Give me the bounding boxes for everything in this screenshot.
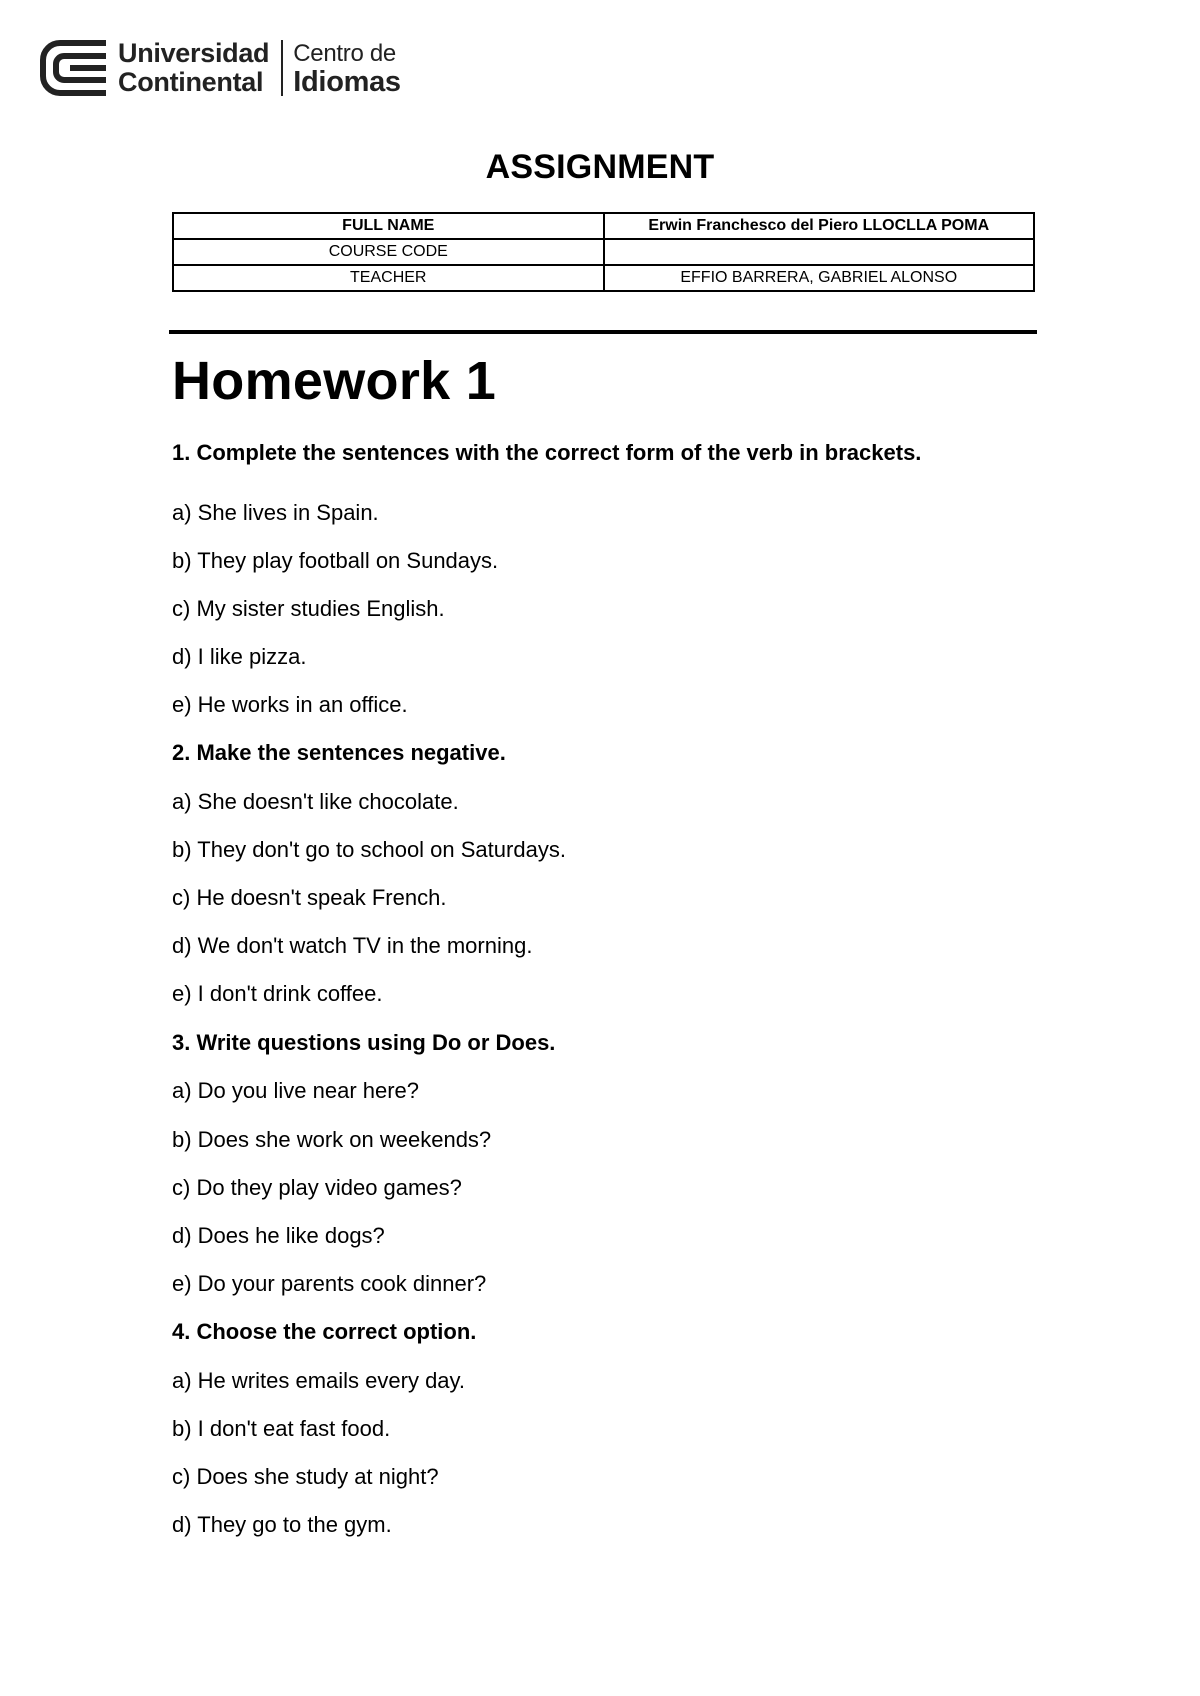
list-item: a) Do you live near here? [172, 1078, 420, 1103]
logo-centro-idiomas [293, 39, 401, 97]
logo-line-1: Universidad [118, 38, 270, 68]
section-1-heading: 1. Complete the sentences with the correct form of the verb in brackets. [172, 440, 922, 465]
homework-title: Homework 1 [172, 351, 497, 411]
list-item: d) We don't watch TV in the morning. [172, 933, 533, 958]
logo-line-2: Continental [118, 67, 264, 97]
continental-logo-icon [40, 39, 108, 97]
university-logo [40, 38, 401, 98]
list-item: b) They don't go to school on Saturdays. [172, 837, 566, 862]
logo-university-name [118, 39, 269, 97]
logo-right-line-2: Idiomas [293, 66, 401, 98]
logo-divider [281, 40, 283, 96]
list-item: c) Do they play video games? [172, 1175, 462, 1200]
list-item: d) I like pizza. [172, 644, 307, 669]
list-item: b) They play football on Sundays. [172, 548, 499, 573]
horizontal-divider [169, 330, 1037, 334]
list-item: e) I don't drink coffee. [172, 981, 383, 1006]
list-item: a) She lives in Spain. [172, 500, 379, 525]
list-item: e) Do your parents cook dinner? [172, 1271, 487, 1296]
assignment-title: ASSIGNMENT [485, 148, 715, 186]
list-item: e) He works in an office. [172, 692, 408, 717]
table-row [173, 239, 1034, 265]
table-row [173, 265, 1034, 291]
section-3-heading: 3. Write questions using Do or Does. [172, 1030, 556, 1055]
course-code-value [604, 239, 1035, 265]
section-2-heading: 2. Make the sentences negative. [172, 740, 506, 765]
teacher-value: EFFIO BARRERA, GABRIEL ALONSO [604, 265, 1035, 291]
table-row [173, 213, 1034, 239]
list-item: c) My sister studies English. [172, 596, 445, 621]
section-4-heading: 4. Choose the correct option. [172, 1319, 477, 1344]
teacher-label: TEACHER [173, 265, 604, 291]
full-name-label: FULL NAME [173, 213, 604, 239]
list-item: b) I don't eat fast food. [172, 1416, 391, 1441]
list-item: a) She doesn't like chocolate. [172, 789, 459, 814]
list-item: d) Does he like dogs? [172, 1223, 385, 1248]
list-item: d) They go to the gym. [172, 1512, 392, 1537]
full-name-value: Erwin Franchesco del Piero LLOCLLA POMA [604, 213, 1035, 239]
list-item: c) Does she study at night? [172, 1464, 439, 1489]
logo-right-line-1: Centro de [293, 40, 396, 67]
list-item: c) He doesn't speak French. [172, 885, 447, 910]
course-code-label: COURSE CODE [173, 239, 604, 265]
student-info-table [172, 212, 1035, 292]
list-item: b) Does she work on weekends? [172, 1127, 492, 1152]
list-item: a) He writes emails every day. [172, 1368, 466, 1393]
